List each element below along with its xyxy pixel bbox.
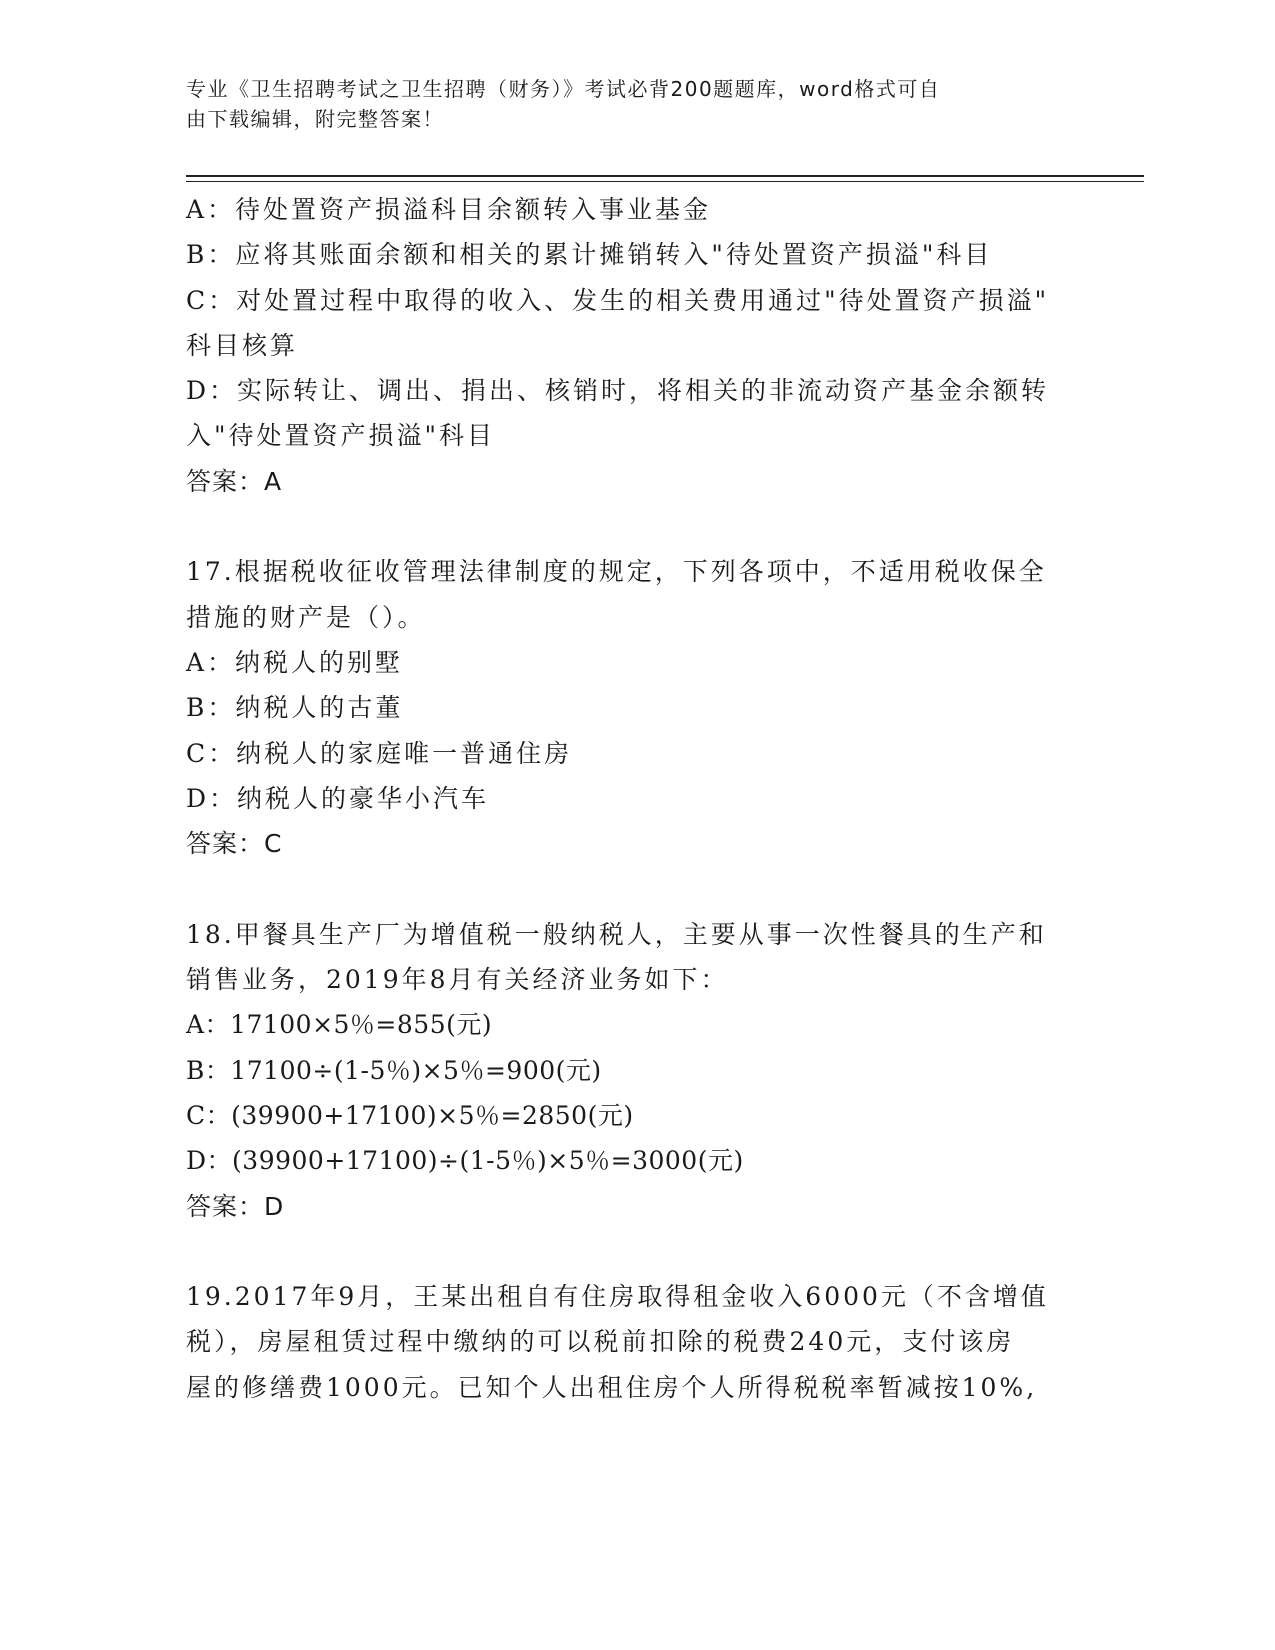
header-rule-thick xyxy=(186,175,1144,177)
q17-option-b: B：纳税人的古董 xyxy=(186,693,404,723)
q19-stem-line-1: 19.2017年9月，王某出租自有住房取得租金收入6000元（不含增值 xyxy=(186,1282,1049,1312)
q16-answer: 答案：A xyxy=(186,466,283,496)
header-line-1: 专业《卫生招聘考试之卫生招聘（财务）》考试必背200题题库，word格式可自 xyxy=(186,77,941,101)
document-header xyxy=(186,74,1066,134)
q18-stem-line-2: 销售业务，2019年8月有关经济业务如下： xyxy=(186,965,729,995)
q17-stem-line-2: 措施的财产是（）。 xyxy=(186,602,426,632)
q17-stem-line-1: 17.根据税收征收管理法律制度的规定，下列各项中，不适用税收保全 xyxy=(186,557,1047,587)
q17-answer: 答案：C xyxy=(186,829,283,859)
q17-option-c: C：纳税人的家庭唯一普通住房 xyxy=(186,738,573,768)
q16-option-c-line-1: C：对处置过程中取得的收入、发生的相关费用通过"待处置资产损溢" xyxy=(186,285,1050,315)
q17-option-a: A：纳税人的别墅 xyxy=(186,647,404,677)
spacer xyxy=(186,866,1066,911)
question-18-block xyxy=(186,912,1066,1229)
question-19-block xyxy=(186,1274,1066,1410)
q16-option-a: A：待处置资产损溢科目余额转入事业基金 xyxy=(186,195,712,224)
header-rule-thin xyxy=(186,181,1144,182)
q16-option-d-line-2: 入"待处置资产损溢"科目 xyxy=(186,421,495,451)
q16-option-c-line-2: 科目核算 xyxy=(186,330,299,360)
q19-stem-line-2: 税），房屋租赁过程中缴纳的可以税前扣除的税费240元，支付该房 xyxy=(186,1327,1015,1357)
q18-option-b: B：17100÷(1-5％)×5％=900(元) xyxy=(186,1055,602,1085)
q16-option-b: B：应将其账面余额和相关的累计摊销转入"待处置资产损溢"科目 xyxy=(186,240,993,270)
q18-option-a: A：17100×5％=855(元) xyxy=(186,1010,493,1040)
q18-option-c: C：(39900+17100)×5％=2850(元) xyxy=(186,1100,634,1130)
spacer xyxy=(186,504,1066,549)
q18-answer: 答案：D xyxy=(186,1191,285,1221)
spacer xyxy=(186,1229,1066,1274)
q19-stem-line-3: 屋的修缮费1000元。已知个人出租住房个人所得税税率暂减按10%, xyxy=(186,1372,1038,1402)
question-17-block xyxy=(186,549,1066,866)
q16-option-d-line-1: D：实际转让、调出、捐出、核销时，将相关的非流动资产基金余额转 xyxy=(186,376,1050,406)
question-16-block xyxy=(186,187,1066,504)
header-line-2: 由下载编辑，附完整答案！ xyxy=(186,107,444,131)
q18-option-d: D：(39900+17100)÷(1-5％)×5％=3000(元) xyxy=(186,1146,744,1176)
q17-option-d: D：纳税人的豪华小汽车 xyxy=(186,783,490,813)
question-list xyxy=(186,187,1066,1410)
q18-stem-line-1: 18.甲餐具生产厂为增值税一般纳税人，主要从事一次性餐具的生产和 xyxy=(186,919,1047,949)
